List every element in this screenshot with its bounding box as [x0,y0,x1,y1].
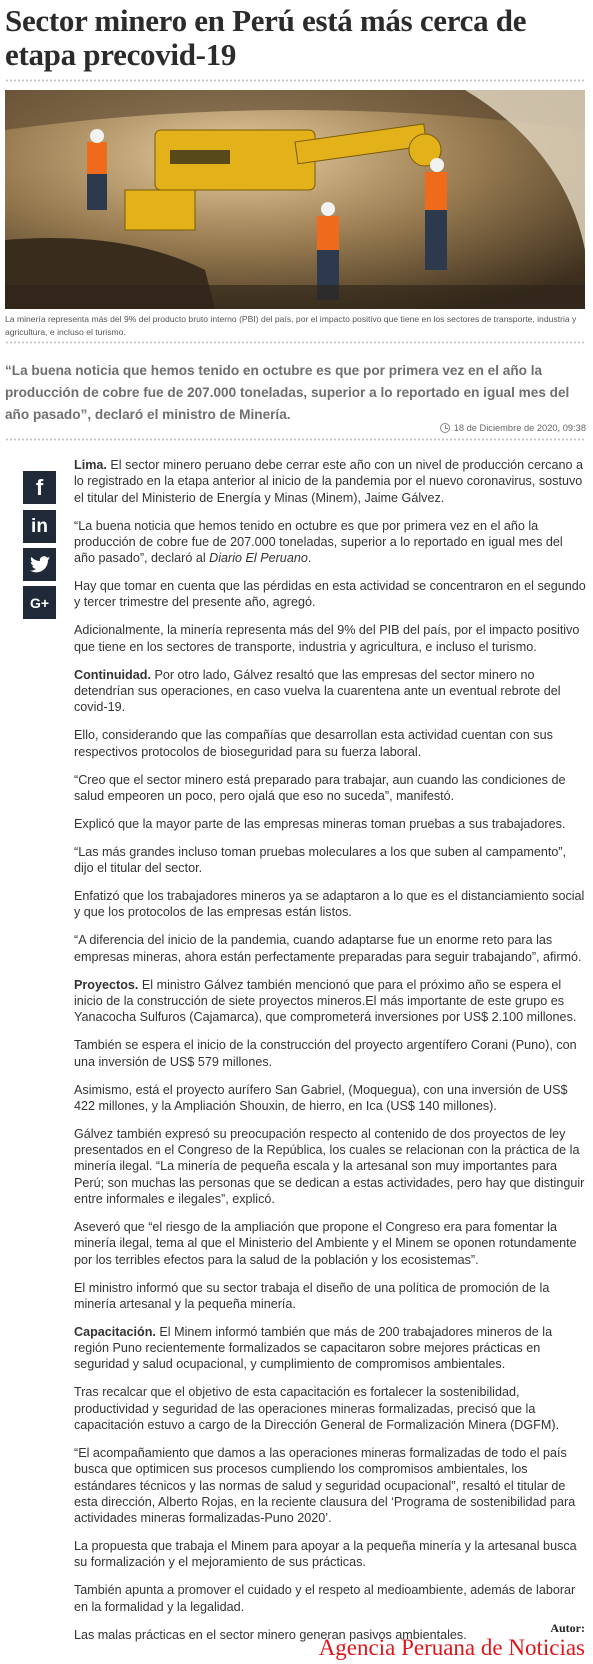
paragraph-text: Las malas prácticas en el sector minero generan pasivos ambientales. [74,1627,467,1642]
article-body [74,457,587,1655]
google-plus-icon: G+ [29,594,50,611]
date-divider [5,437,585,442]
article-paragraph [74,578,587,611]
paragraph-heading: Continuidad. [74,667,151,682]
article-paragraph [74,1037,587,1070]
paragraph-text: Explicó que la mayor parte de las empresas mineras toman pruebas a sus trabajadores. [74,816,566,831]
facebook-icon: f [35,474,44,500]
paragraph-text: La propuesta que trabaja el Minem para apoyar a la pequeña minería y la artesanal busca su formalización y el mejoramiento de sus prácticas. [74,1539,577,1570]
article-paragraph [74,1280,587,1313]
paragraph-text: Por otro lado, Gálvez resaltó que las empresas del sector minero no detendrían sus operaciones, en caso vuelva la cuarentena ante un eventual rebrote del covid-19. [74,667,561,715]
article-paragraph [74,518,587,567]
article-paragraph [74,977,587,1026]
article-photo [5,90,585,309]
paragraph-text: “Las más grandes incluso toman pruebas moleculares a los que suben al campamento”, dijo el titular del sector. [74,844,567,876]
caption-divider [5,340,585,345]
article-paragraph [74,1126,587,1207]
author-name: Agencia Peruana de Noticias [318,1635,585,1660]
paragraph-text: El Minem informó también que más de 200 trabajadores mineros de la región Puno recientemente formalizados se capacitaron sobre mejores prácticas en seguridad y salud ocupacional, y cumplimiento de compromisos ambientales. [74,1324,553,1372]
paragraph-text: Enfatizó que los trabajadores mineros ya se adaptaron a lo que es el distanciamiento social y que los protocolos de las empresas están listos. [74,889,585,920]
paragraph-text: También apunta a promover el cuidado y el respeto al medioambiente, además de laborar en la formalidad y la legalidad. [74,1583,576,1614]
article-paragraph [74,1538,587,1571]
paragraph-heading: Lima. [74,458,107,472]
paragraph-text: El sector minero peruano debe cerrar este año con un nivel de producción cercano a lo registrado en la etapa anterior al inicio de la pandemia por el nuevo coronavirus, sostuvo el titular del Ministerio de Energía y Minas (Minem), Jaime Gálvez. [74,458,583,505]
paragraph-text: Adicionalmente, la minería representa más del 9% del PIB del país, por el impacto positivo que tiene en los sectores de transporte, industria y agricultura, e incluso el turismo. [74,623,580,654]
article-paragraph [74,932,587,965]
facebook-share-button[interactable] [23,471,56,504]
article-paragraph [74,1384,587,1433]
photo-caption: La minería representa más del 9% del producto bruto interno (PBI) del país, por el impacto positivo que tiene en los sectores de transporte, industria y agricultura, e incluso el turismo. [5,314,577,337]
paragraph-text: El ministro Gálvez también mencionó que para el próximo año se espera el inicio de la construcción de siete proyectos mineros.El más importante de este grupo es Yanacocha Sulfuros (Cajamarca), que comprometerá inversiones por US$ 2.100 millones. [74,977,577,1025]
twitter-share-button[interactable] [23,548,56,581]
paragraph-text: Gálvez también expresó su preocupación respecto al contenido de dos proyectos de ley presentados en el Congreso de la República, los cuales se relacionan con la práctica de la minería ilegal. “La minería de pequeña escala y la artesanal son muy importantes para Perú; son muchas las personas que se dedican a estas actividades, pero hay que distinguir entre informales e ilegales”, explicó. [74,1126,585,1207]
paragraph-text-end: . [307,551,312,566]
publish-date-text: 18 de Diciembre de 2020, 09:38 [453,423,586,433]
article-paragraph [74,844,587,877]
linkedin-share-button[interactable] [23,510,56,543]
paragraph-heading: Proyectos. [74,977,139,992]
author-label: Autor: [550,1621,585,1635]
paragraph-text: Ello, considerando que las compañías que desarrollan esta actividad cuentan con sus respectivos protocolos de bioseguridad para su fuerza laboral. [74,728,553,759]
article-lead: “La buena noticia que hemos tenido en octubre es que por primera vez en el año la producción de cobre fue de 207.000 toneladas, superior a lo reportado en igual mes del año pasado”, declaró el ministro de Minería. [5,363,570,422]
mining-tunnel-image [5,90,585,309]
paragraph-text: Aseveró que “el riesgo de la ampliación que propone el Congreso era para fomentar la minería ilegal, tema al que el Ministerio del Ambiente y el Minem se oponen rotundamente por los terribles efectos para la salud de la población y los ecosistemas”. [74,1220,577,1267]
article-paragraph [74,1219,587,1268]
paragraph-text: Tras recalcar que el objetivo de esta capacitación es fortalecer la sostenibilidad, productividad y seguridad de las operaciones mineras formalizadas, precisó que la capacitación estuvo a cargo de la Dirección General de Formalización Minera (DGFM). [74,1385,560,1433]
paragraph-text: “El acompañamiento que damos a las operaciones mineras formalizadas de todo el país busca que optimicen sus procesos cumpliendo los compromisos ambientales, los estándares técnicos y las normas de salud y seguridad ocupacional”, resaltó el titular de esta dirección, Alberto Rojas, en la reciente clausura del ‘Programa de sostenibilidad para actividades mineras formalizadas-Puno 2020’. [74,1446,576,1526]
publish-date [440,423,586,433]
article-paragraph [74,1324,587,1373]
article-paragraph [74,816,587,832]
share-bar [23,471,56,624]
paragraph-heading: Capacitación. [74,1324,156,1339]
paragraph-text: “Creo que el sector minero está preparado para trabajar, aun cuando las condiciones de salud empeoren un poco, pero ojalá que eso no suceda”, manifestó. [74,772,566,803]
paragraph-text: Hay que tomar en cuenta que las pérdidas en esta actividad se concentraron en el segundo y tercer trimestre del presente año, agregó. [74,579,586,610]
paragraph-text: Asimismo, está el proyecto aurífero San Gabriel, (Moquegua), con una inversión de US$ 422 millones, y la Ampliación Shouxin, de hierro, en Ica (US$ 140 millones). [74,1082,568,1113]
publication-name: Diario El Peruano [209,551,308,566]
paragraph-text: “La buena noticia que hemos tenido en octubre es que por primera vez en el año la producción de cobre fue de 207.000 toneladas, superior a lo reportado en igual mes del año pasado”, declaró al [74,518,563,566]
article-paragraph [74,1082,587,1115]
article-paragraph [74,1582,587,1615]
google-plus-share-button[interactable] [23,586,56,619]
clock-icon [440,423,450,433]
paragraph-text: El ministro informó que su sector trabaja el diseño de una política de promoción de la minería artesanal y la pequeña minería. [74,1280,550,1311]
article-paragraph [74,667,587,716]
title-divider [5,78,585,83]
linkedin-icon: in [31,515,48,537]
twitter-icon [30,556,50,573]
article-paragraph [74,1445,587,1526]
paragraph-text: “A diferencia del inicio de la pandemia, cuando adaptarse fue un enorme reto para las empresas mineras, ahora están perfectamente preparadas para seguir trabajando”, afirmó. [74,933,582,964]
article-title: Sector minero en Perú está más cerca de etapa precovid-19 [5,3,527,72]
article-paragraph [74,622,587,655]
article-paragraph [74,457,587,506]
article-paragraph [74,888,587,921]
article-paragraph [74,772,587,805]
article-paragraph [74,727,587,760]
paragraph-text: También se espera el inicio de la construcción del proyecto argentífero Corani (Puno), con una inversión de US$ 579 millones. [74,1038,577,1069]
